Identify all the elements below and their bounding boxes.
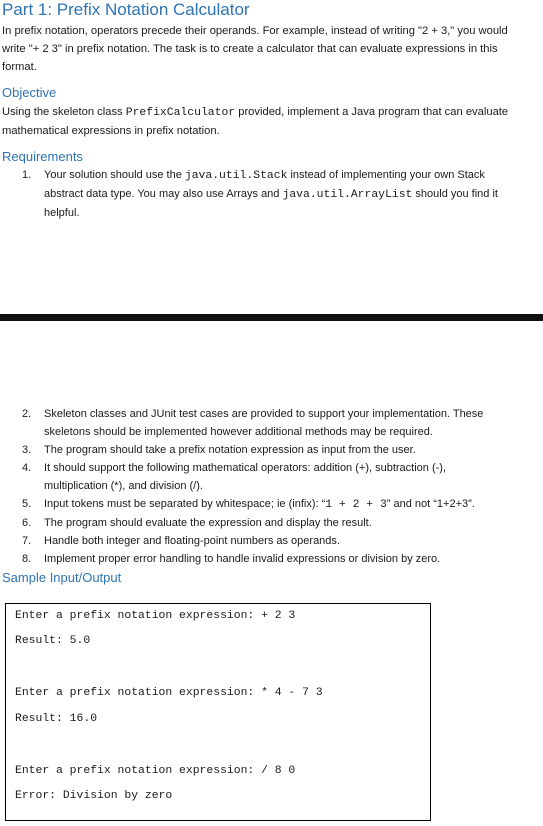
requirement-item-6: 6. The program should evaluate the expression and display the result. xyxy=(22,517,372,529)
requirement-item-4: 4. It should support the following mathematical operators: addition (+), subtraction (-), multiplication (*), and division (/). xyxy=(22,462,447,492)
objective-heading: Objective xyxy=(2,85,57,100)
requirement-item-1: 1. Your solution should use the java.util.Stack instead of implementing your own Stack abstract data type. You may also use Arrays and java.util.ArrayList should you find it helpful. xyxy=(22,169,498,219)
console-line: Result: 16.0 xyxy=(15,713,98,725)
objective-line-1: Using the skeleton class PrefixCalculator provided, implement a Java program that can evaluate xyxy=(2,106,509,119)
console-line: Error: Division by zero xyxy=(15,790,173,802)
intro-paragraph xyxy=(2,22,540,76)
intro-line-3: format. xyxy=(2,61,37,73)
page-break-divider xyxy=(0,314,543,321)
sample-io-heading: Sample Input/Output xyxy=(2,570,122,585)
requirement-item-8: 8. Implement proper error handling to handle invalid expressions or division by zero. xyxy=(22,553,441,565)
console-line: Enter a prefix notation expression: / 8 0 xyxy=(15,765,296,777)
console-line: Result: 5.0 xyxy=(15,635,91,647)
intro-line-2: write "+ 2 3" in prefix notation. The task is to create a calculator that can evaluate expressions in this xyxy=(2,43,498,55)
requirement-item-5: 5. Input tokens must be separated by whitespace; ie (infix): “1 + 2 + 3” and not “1+2+3”. xyxy=(22,498,475,511)
console-line: Enter a prefix notation expression: + 2 3 xyxy=(15,610,296,622)
sample-output-box xyxy=(5,603,431,821)
objective-paragraph xyxy=(2,103,540,140)
requirement-item-7: 7. Handle both integer and floating-point numbers as operands. xyxy=(22,535,340,547)
page-title: Part 1: Prefix Notation Calculator xyxy=(2,0,250,19)
intro-line-1: In prefix notation, operators precede their operands. For example, instead of writing "2 + 3," you would xyxy=(2,25,508,37)
requirement-item-2: 2. Skeleton classes and JUnit test cases are provided to support your implementation. These skeletons should be implemented however additional methods may be required. xyxy=(22,408,484,438)
requirements-heading: Requirements xyxy=(2,149,83,164)
console-line: Enter a prefix notation expression: * 4 - 7 3 xyxy=(15,687,323,699)
class-name-code: PrefixCalculator xyxy=(125,107,236,119)
objective-line-2: mathematical expressions in prefix notation. xyxy=(2,125,220,137)
requirement-item-3: 3. The program should take a prefix notation expression as input from the user. xyxy=(22,444,416,456)
requirements-list-part-1 xyxy=(22,166,532,222)
requirements-list-part-2 xyxy=(22,405,532,568)
